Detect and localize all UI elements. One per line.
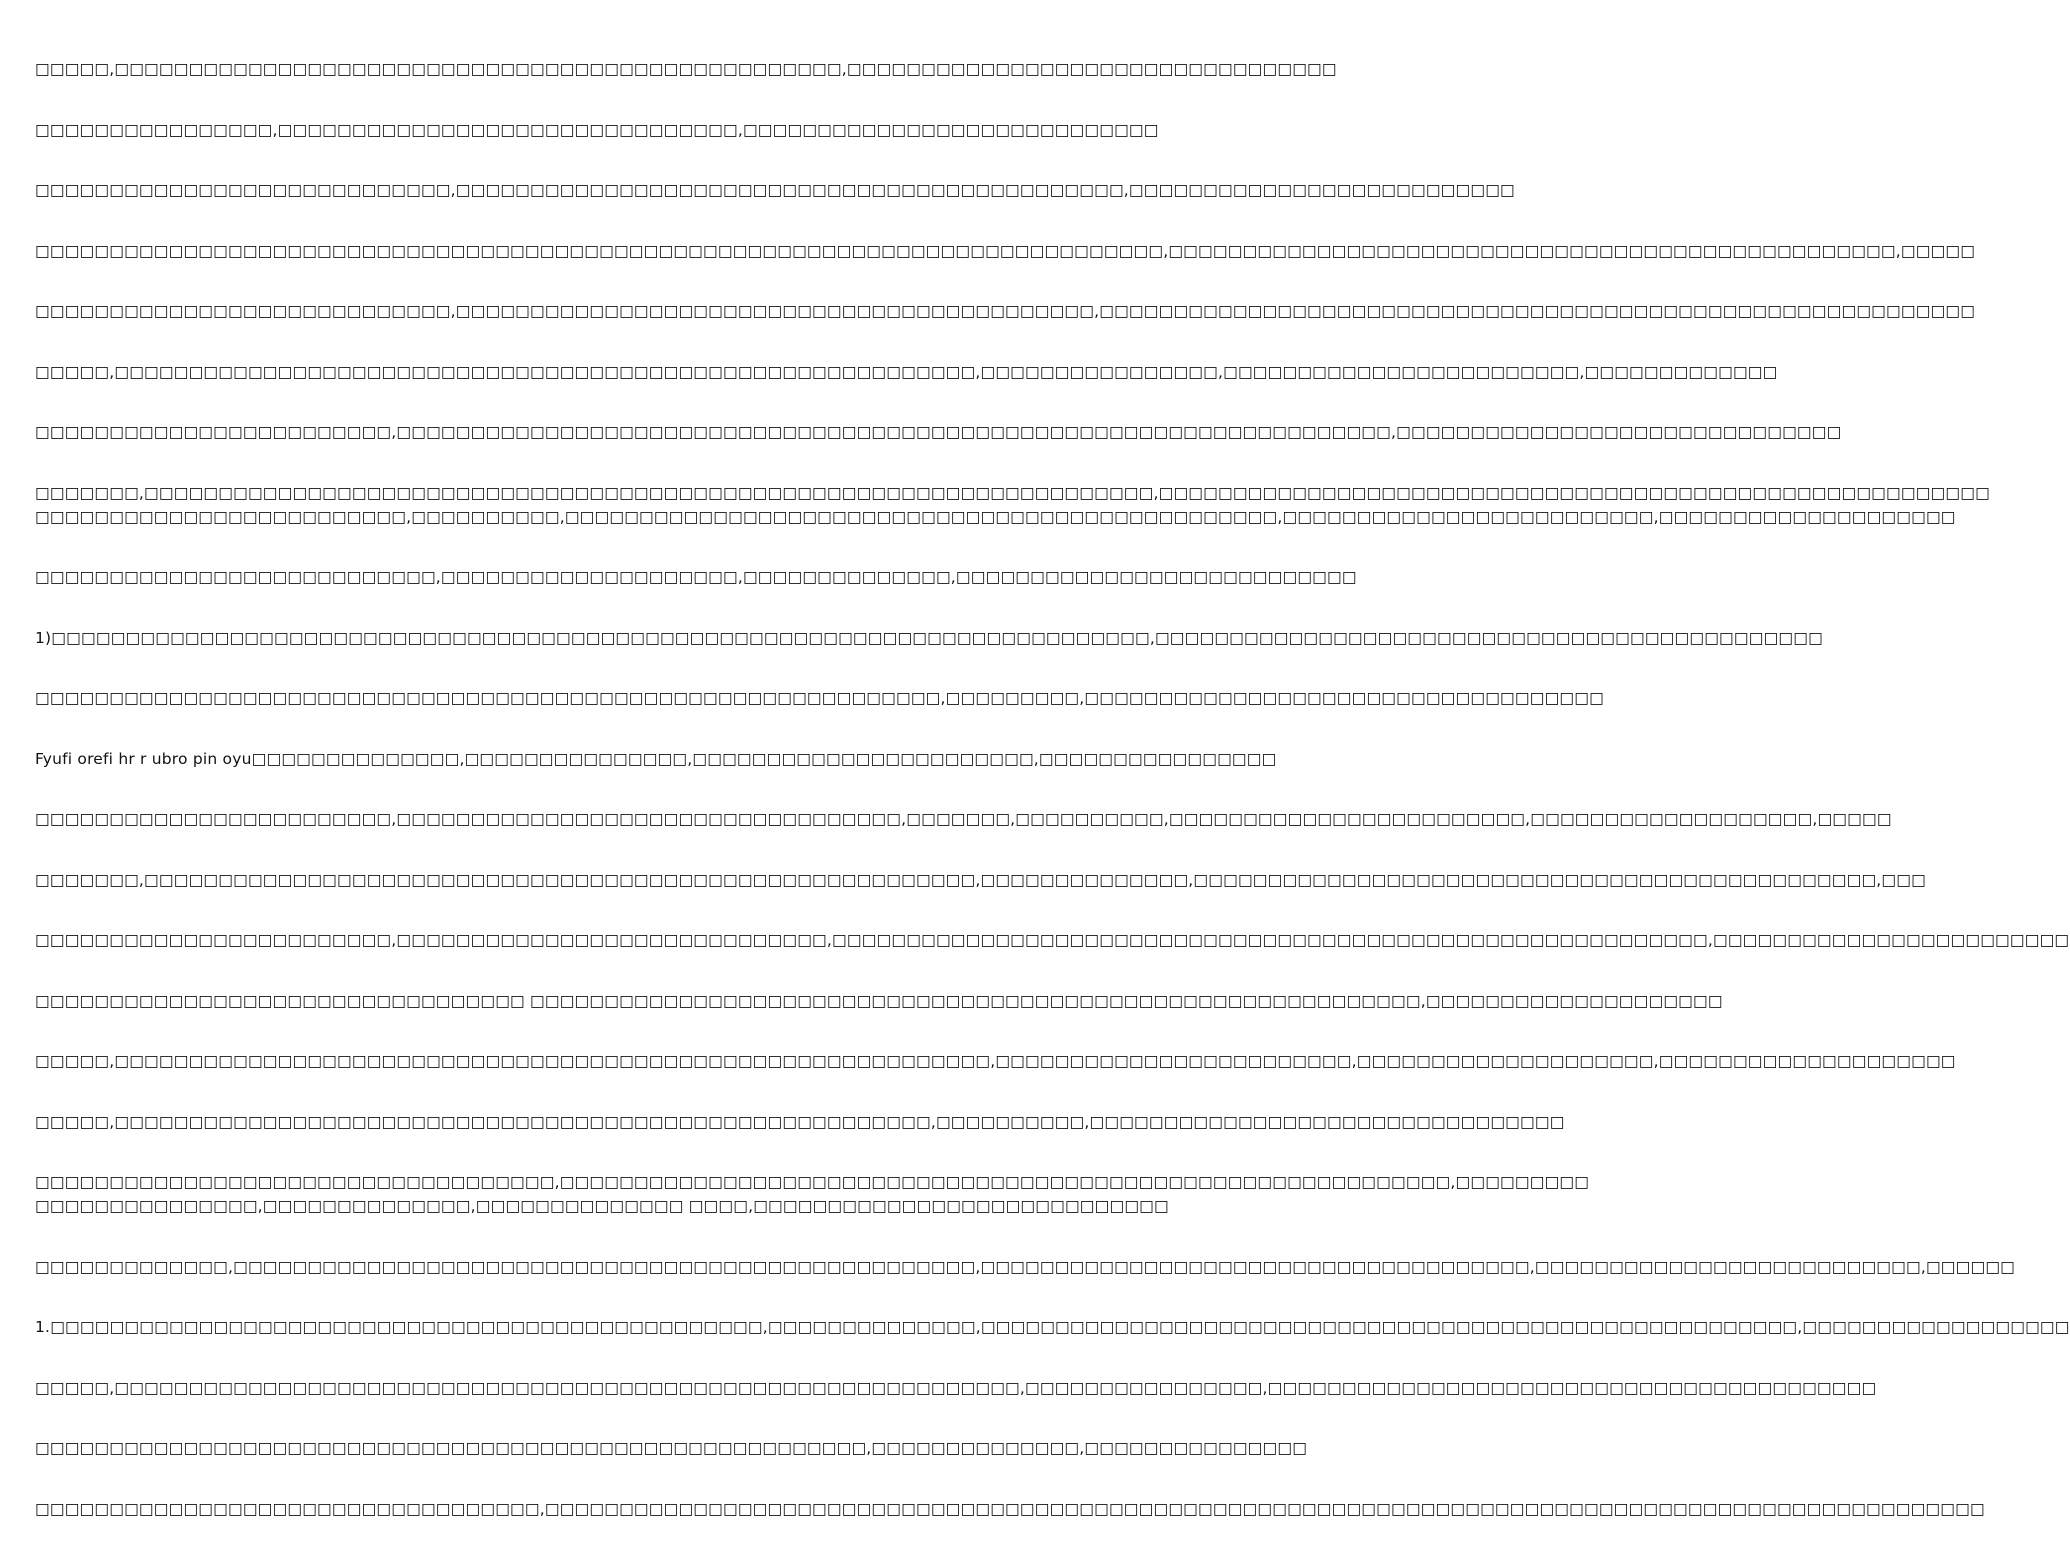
paragraph [35,747,1277,771]
paragraph [35,360,1778,384]
paragraph [35,1255,2016,1279]
paragraph [35,420,1842,444]
paragraph [35,989,1723,1013]
paragraph [35,928,2070,952]
paragraph-line: □□□□□□□□□□□□□□□□□□□□□□□□□□□□□□□□□□□□□□□□□□□□□□□□□□□□□□□□,□□□□□□□□□□□□□□,□□□□□□□□□□□□□□□ [35,1439,1308,1457]
paragraph [35,626,1823,650]
paragraph-line: □□□□□□□□□□□□□□□□□□□□□□□□,□□□□□□□□□□□□□□□□□□□□□□□□□□□□□,□□□□□□□□□□□□□□□□□□□□□□□□□□□□□□□□□□□□□□□□□□□□□□□□□□□□□□□□□□□,□□□□□□□□□□□□□□□□□□□□□□□□ [35,931,2070,949]
paragraph-line: 1)□□□□□□□□□□□□□□□□□□□□□□□□□□□□□□□□□□□□□□□□□□□□□□□□□□□□□□□□□□□□□□□□□□□□□□□□□□,□□□□□□□□□□□□□□□□□□□□□□□□□□□□□□□□□□□□□□□□□□□□□ [35,628,1823,647]
paragraph [35,1110,1565,1134]
paragraph-line: □□□□□,□□□□□□□□□□□□□□□□□□□□□□□□□□□□□□□□□□□□□□□□□□□□□□□□□□□□□□□,□□□□□□□□□□,□□□□□□□□□□□□□□□□□□□□□□□□□□□□□□□□ [35,1112,1565,1131]
paragraph-line: □□□□□□□□□□□□□□□□□□□□□□□□□□□□,□□□□□□□□□□□□□□□□□□□□□□□□□□□□□□□□□□□□□□□□□□□,□□□□□□□□□□□□□□□□□□□□□□□□□□□□□□□□□□□□□□□□□□□□□□□□□□□□□□□□□□□ [35,302,1976,320]
paragraph-line: □□□□□□□□□□□□□□□□□□□□□□□□□□□□□□□□□□□,□□□□□□□□□□□□□□□□□□□□□□□□□□□□□□□□□□□□□□□□□□□□□□□□□□□□□□□□□□□□,□□□□□□□□□ [35,1173,1590,1191]
paragraph-line: □□□□□□□,□□□□□□□□□□□□□□□□□□□□□□□□□□□□□□□□□□□□□□□□□□□□□□□□□□□□□□□□,□□□□□□□□□□□□□□,□□□□□□□□□□□□□□□□□□□□□□□□□□□□□□□□□□□□□□□□□□□□□□,□□□ [35,870,1926,889]
paragraph-line: 1.□□□□□□□□□□□□□□□□□□□□□□□□□□□□□□□□□□□□□□□□□□□□□□□□,□□□□□□□□□□□□□□,□□□□□□□□□□□□□□□□□□□□□□□□□□□□□□□□□□□□□□□□□□□□□□□□□□□□□□□,□□□□□□□□□□□□□□□□□□ [35,1318,2070,1336]
paragraph [35,1315,2070,1339]
paragraph-line: □□□□□□□□□□□□□□□□,□□□□□□□□□□□□□□□□□□□□□□□□□□□□□□□,□□□□□□□□□□□□□□□□□□□□□□□□□□□□ [35,120,1159,139]
paragraph-line: □□□□□□□□□□□□□□□□□□□□□□□□,□□□□□□□□□□□□□□□□□□□□□□□□□□□□□□□□□□,□□□□□□□,□□□□□□□□□□,□□□□□□□□□□□□□□□□□□□□□□□□,□□□□□□□□□□□□□□□□□□□,□□□□□ [35,810,1892,828]
paragraph-line: □□□□□,□□□□□□□□□□□□□□□□□□□□□□□□□□□□□□□□□□□□□□□□□□□□□□□□□□□□□□□□□□□,□□□□□□□□□□□□□□□□□□□□□□□□,□□□□□□□□□□□□□□□□□□□□,□□□□□□□□□□□□□□□□□□□□ [35,1052,1956,1070]
paragraph [35,1436,1308,1460]
paragraph-line: □□□□□□□□□□□□□□□□□□□□□□□□□□□□□□□□□□,□□□□□□□□□□□□□□□□□□□□□□□□□□□□□□□□□□□□□□□□□□□□□□□□□□□□□□□□□□□□□□□□□□□□□□□□□□□□□□□□□□□□□□□□□□□□□□□□□ [35,1499,1985,1518]
paragraph-line: Fyufi orefi hr r ubro pin oyu□□□□□□□□□□□□□□,□□□□□□□□□□□□□□□,□□□□□□□□□□□□□□□□□□□□□□□,□□□□□□□□□□□□□□□□ [35,749,1277,768]
paragraph-line: □□□□□,□□□□□□□□□□□□□□□□□□□□□□□□□□□□□□□□□□□□□□□□□□□□□□□□□□□□□□□□□□□□□,□□□□□□□□□□□□□□□□,□□□□□□□□□□□□□□□□□□□□□□□□□□□□□□□□□□□□□□□□□ [35,1378,1877,1397]
paragraph [35,1170,1590,1218]
paragraph [35,481,1990,529]
paragraph-line: □□□□□□□□□□□□□□□,□□□□□□□□□□□□□□,□□□□□□□□□□□□□□ □□□□,□□□□□□□□□□□□□□□□□□□□□□□□□□□□ [35,1197,1169,1215]
paragraph-line: □□□□□,□□□□□□□□□□□□□□□□□□□□□□□□□□□□□□□□□□□□□□□□□□□□□□□□□,□□□□□□□□□□□□□□□□□□□□□□□□□□□□□□□□□ [35,60,1337,78]
paragraph [35,686,1604,710]
paragraph [35,57,1337,81]
paragraph [35,1497,1985,1521]
document-body [35,57,2070,1557]
paragraph [35,868,1926,892]
paragraph [35,239,1976,263]
paragraph [35,565,1357,589]
paragraph [35,178,1515,202]
paragraph-line: □□□□□□□□□□□□□,□□□□□□□□□□□□□□□□□□□□□□□□□□□□□□□□□□□□□□□□□□□□□□□□□□,□□□□□□□□□□□□□□□□□□□□□□□□□□□□□□□□□□□□□,□□□□□□□□□□□□□□□□□□□□□□□□□□,□□□□□□ [35,1257,2016,1276]
paragraph-line: □□□□□□□□□□□□□□□□□□□□□□□□□□□□□□□□□□□□□□□□□□□□□□□□□□□□□□□□□□□□□□□□□□□□□□□□□□□□,□□□□□□□□□□□□□□□□□□□□□□□□□□□□□□□□□□□□□□□□□□□□□□□□□,□□□□□ [35,241,1976,260]
paragraph-line: □□□□□□□□□□□□□□□□□□□□□□□□□□□,□□□□□□□□□□□□□□□□□□□□,□□□□□□□□□□□□□□,□□□□□□□□□□□□□□□□□□□□□□□□□□□ [35,568,1357,586]
paragraph-line: □□□□□□□□□□□□□□□□□□□□□□□□□□□□,□□□□□□□□□□□□□□□□□□□□□□□□□□□□□□□□□□□□□□□□□□□□□,□□□□□□□□□□□□□□□□□□□□□□□□□□ [35,181,1515,199]
paragraph-line: □□□□□□□,□□□□□□□□□□□□□□□□□□□□□□□□□□□□□□□□□□□□□□□□□□□□□□□□□□□□□□□□□□□□□□□□□□□□,□□□□□□□□□□□□□□□□□□□□□□□□□□□□□□□□□□□□□□□□□□□□□□□□□□□□□□□□ [35,483,1990,502]
paragraph-line: □□□□□□□□□□□□□□□□□□□□□□□□,□□□□□□□□□□□□□□□□□□□□□□□□□□□□□□□□□□□□□□□□□□□□□□□□□□□□□□□□□□□□□□□□□□□,□□□□□□□□□□□□□□□□□□□□□□□□□□□□□□ [35,423,1842,441]
paragraph-line: □□□□□□□□□□□□□□□□□□□□□□□□□□□□□□□□□ □□□□□□□□□□□□□□□□□□□□□□□□□□□□□□□□□□□□□□□□□□□□□□□□□□□□□□□□□□□□,□□□□□□□□□□□□□□□□□□□□ [35,991,1723,1010]
paragraph [35,1376,1877,1400]
paragraph [35,807,1892,831]
paragraph [35,299,1976,323]
paragraph-line: □□□□□□□□□□□□□□□□□□□□□□□□□□□□□□□□□□□□□□□□□□□□□□□□□□□□□□□□□□□□□,□□□□□□□□□,□□□□□□□□□□□□□□□□□□□□□□□□□□□□□□□□□□□ [35,689,1604,707]
paragraph-line: □□□□□,□□□□□□□□□□□□□□□□□□□□□□□□□□□□□□□□□□□□□□□□□□□□□□□□□□□□□□□□□□,□□□□□□□□□□□□□□□□,□□□□□□□□□□□□□□□□□□□□□□□□,□□□□□□□□□□□□□ [35,362,1778,381]
paragraph-line: □□□□□□□□□□□□□□□□□□□□□□□□□,□□□□□□□□□□,□□□□□□□□□□□□□□□□□□□□□□□□□□□□□□□□□□□□□□□□□□□□□□□□,□□□□□□□□□□□□□□□□□□□□□□□□□,□□□□□□□□□□□□□□□□□□□□ [35,507,1956,526]
paragraph [35,118,1159,142]
paragraph [35,1049,1956,1073]
